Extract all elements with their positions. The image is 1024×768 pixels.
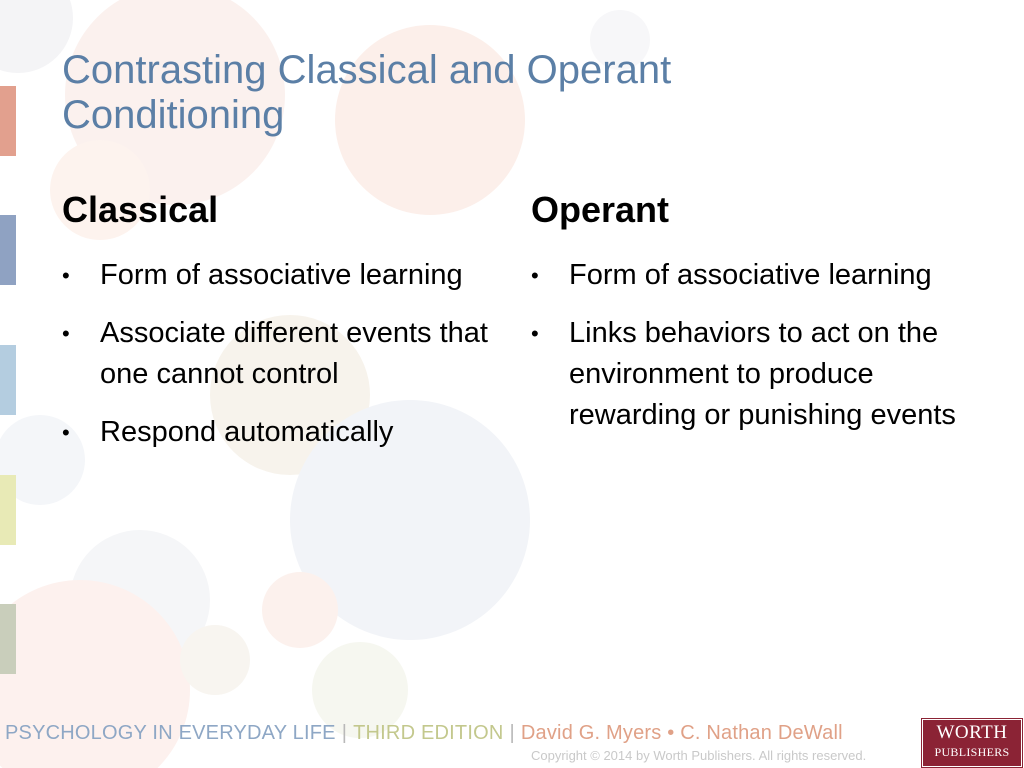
side-tab-1 — [0, 86, 16, 156]
side-tab-3 — [0, 345, 16, 415]
operant-column — [531, 189, 961, 453]
bullet-icon: • — [62, 420, 70, 445]
bullet-icon: • — [62, 321, 70, 346]
operant-bullet-item — [531, 313, 961, 436]
operant-bullet-list — [531, 255, 961, 436]
logo-line-1: WORTH — [936, 722, 1008, 743]
footer-series-title: PSYCHOLOGY IN EVERYDAY LIFE — [5, 722, 336, 744]
footer-series-line — [5, 722, 843, 745]
bullet-icon: • — [531, 321, 539, 346]
slide-title: Contrasting Classical and Operant Conditioning — [62, 48, 672, 137]
classical-bullet-item — [62, 255, 502, 296]
operant-bullet-text: Links behaviors to act on the environment to produce rewarding or punishing events — [569, 317, 956, 431]
bullet-icon: • — [531, 263, 539, 288]
operant-bullet-text: Form of associative learning — [569, 259, 932, 291]
operant-bullet-item — [531, 255, 961, 296]
bullet-icon: • — [62, 263, 70, 288]
classical-heading: Classical — [62, 189, 219, 230]
footer-separator: | — [341, 722, 348, 744]
logo-line-2: PUBLISHERS — [934, 745, 1010, 759]
classical-bullet-text: Form of associative learning — [100, 259, 463, 291]
classical-bullet-list — [62, 255, 502, 453]
operant-heading: Operant — [531, 189, 670, 230]
classical-column — [62, 189, 502, 470]
footer-separator: | — [509, 722, 515, 744]
classical-bullet-item — [62, 313, 502, 395]
worth-publishers-logo — [922, 719, 1022, 767]
footer-edition: THIRD EDITION — [353, 722, 504, 744]
footer-authors: David G. Myers • C. Nathan DeWall — [520, 722, 843, 744]
copyright-notice: Copyright © 2014 by Worth Publishers. All rights reserved. — [531, 748, 867, 763]
side-tab-2 — [0, 215, 16, 285]
side-tab-4 — [0, 475, 16, 545]
classical-bullet-text: Associate different events that one cannot control — [100, 317, 488, 390]
classical-bullet-item — [62, 412, 502, 453]
classical-bullet-text: Respond automatically — [100, 416, 394, 448]
side-tab-5 — [0, 604, 16, 674]
